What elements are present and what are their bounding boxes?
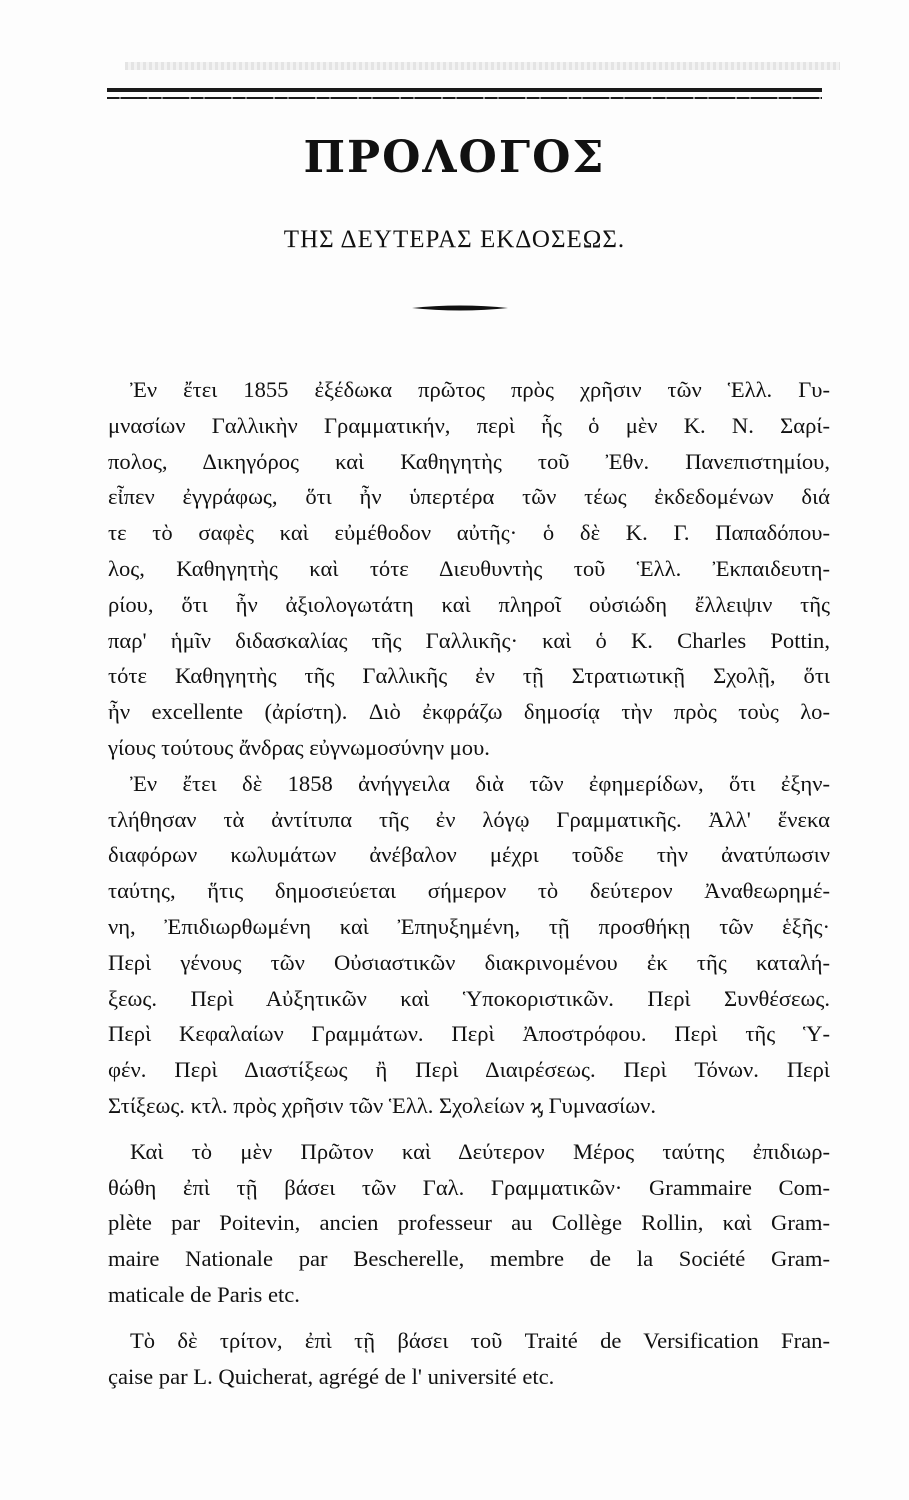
text-line: çaise par L. Quicherat, agrégé de l' université etc. [108,1363,555,1389]
text-line: Ἐν ἔτει 1855 ἐξέδωκα πρῶτος πρὸς χρῆσιν τῶν Ἑλλ. Γυ- [130,377,830,402]
text-line: Περὶ Κεφαλαίων Γραμμάτων. Περὶ Ἀποστρόφου. Περὶ τῆς Ὑ- [108,1021,830,1047]
text-line: ταύτης, ἥτις δημοσιεύεται σήμερον τὸ δεύτερον Ἀναθεωρημέ- [108,878,830,904]
header-rule-thin [107,97,822,99]
text-line: μνασίων Γαλλικὴν Γραμματικήν, περὶ ἧς ὁ μὲν Κ. Ν. Σαρί- [108,412,830,438]
text-line: τε τὸ σαφὲς καὶ εὐμέθοδον αὐτῆς· ὁ δὲ Κ. Γ. Παπαδόπου- [108,520,830,546]
text-line: λος, Καθηγητὴς καὶ τότε Διευθυντὴς τοῦ Ἑλλ. Ἐκπαιδευτη- [108,555,830,581]
text-line: γίους τούτους ἄνδρας εὐγνωμοσύνην μου. [108,734,490,760]
text-line: plète par Poitevin, ancien professeur au Collège Rollin, καὶ Gram- [108,1210,830,1236]
text-line: Τὸ δὲ τρίτον, ἐπὶ τῇ βάσει τοῦ Traité de Versification Fran- [130,1327,830,1353]
text-line: Στίξεως. κτλ. πρὸς χρῆσιν τῶν Ἑλλ. Σχολείων ϗ Γυμνασίων. [108,1092,656,1118]
text-line: εἶπεν ἐγγράφως, ὅτι ἦν ὑπερτέρα τῶν τέως ἐκδεδομένων διά [108,484,830,510]
paragraph-1 [108,372,830,766]
text-line: διαφόρων κωλυμάτων ἀνέβαλον μέχρι τοῦδε τὴν ἀνατύπωσιν [108,842,830,868]
paragraph-3 [108,1134,830,1313]
ornament-rule-icon [412,304,508,312]
text-line: Ἐν ἔτει δὲ 1858 ἀνήγγειλα διὰ τῶν ἐφημερίδων, ὅτι ἐξην- [130,770,830,796]
text-line: Περὶ γένους τῶν Οὐσιαστικῶν διακρινομένου ἐκ τῆς καταλή- [108,949,830,975]
text-line: νη, Ἐπιδιωρθωμένη καὶ Ἐπηυξημένη, τῇ προσθήκῃ τῶν ἑξῆς· [108,913,830,939]
paragraph-4 [108,1323,830,1395]
text-line: τότε Καθηγητὴς τῆς Γαλλικῆς ἐν τῇ Στρατιωτικῇ Σχολῇ, ὅτι [108,663,830,689]
text-line: παρ' ἡμῖν διδασκαλίας τῆς Γαλλικῆς· καὶ ὁ Κ. Charles Pottin, [108,627,830,653]
header-rule-thick [107,88,822,92]
text-line: θώθη ἐπὶ τῇ βάσει τῶν Γαλ. Γραμματικῶν· Grammaire Com- [108,1174,830,1200]
paragraph-gap [108,1313,830,1323]
text-line: maticale de Paris etc. [108,1281,300,1307]
text-line: maire Nationale par Bescherelle, membre de la Société Gram- [108,1246,830,1272]
text-line: ρίου, ὅτι ἦν ἀξιολογωτάτη καὶ πληροῖ οὐσιώδη ἔλλειψιν τῆς [108,591,830,617]
body-text [108,372,830,1394]
text-line: ξεως. Περὶ Αὐξητικῶν καὶ Ὑποκοριστικῶν. Περὶ Συνθέσεως. [108,985,830,1011]
page-title: ΠΡΟΛΟΓΟΣ [303,132,606,183]
text-line: τλήθησαν τὰ ἀντίτυπα τῆς ἐν λόγῳ Γραμματικῆς. Ἀλλ' ἕνεκα [108,806,830,832]
text-line: φέν. Περὶ Διαστίξεως ἢ Περὶ Διαιρέσεως. Περὶ Τόνων. Περὶ [108,1057,830,1083]
text-line: πολος, Δικηγόρος καὶ Καθηγητὴς τοῦ Ἐθν. Πανεπιστημίου, [108,448,830,474]
page-subtitle: ΤΗΣ ΔΕΥΤΕΡΑΣ ΕΚΔΟΣΕΩΣ. [283,226,626,253]
paragraph-gap [108,1124,830,1134]
text-line: ἦν excellente (ἀρίστη). Διὸ ἐκφράζω δημοσίᾳ τὴν πρὸς τοὺς λο- [108,699,830,725]
show-through-band [125,62,840,70]
text-line: Καὶ τὸ μὲν Πρῶτον καὶ Δεύτερον Μέρος ταύτης ἐπιδιωρ- [130,1138,830,1164]
paragraph-2 [108,766,830,1124]
